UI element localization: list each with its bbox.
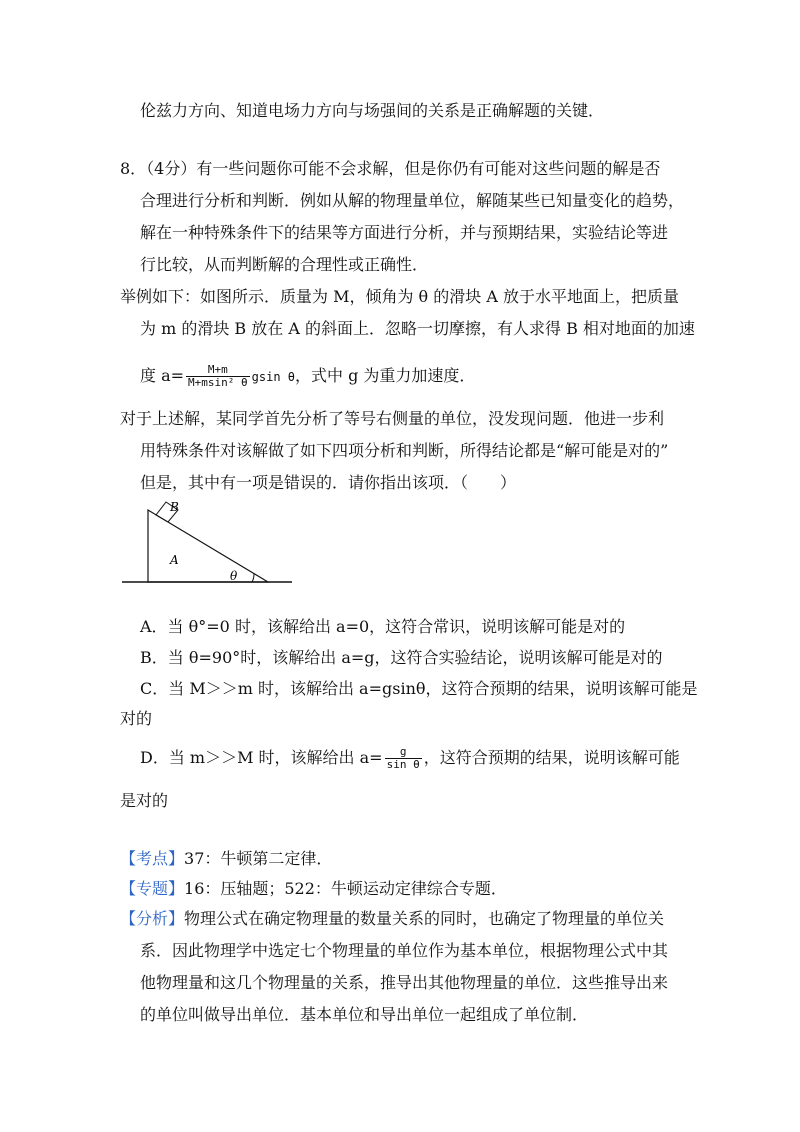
zhuanti-text: 16：压轴题；522：牛顿运动定律综合专题．	[184, 879, 507, 898]
option-d-numerator: g	[385, 746, 422, 759]
option-d	[140, 746, 680, 771]
question-line: 举例如下：如图所示．质量为 M，倾角为 θ 的滑块 A 放于水平地面上，把质量	[120, 287, 680, 306]
zhuanti-tag: 【专题】	[120, 879, 185, 898]
option-b: B．当 θ=90°时，该解给出 a=g，这符合实验结论，说明该解可能是对的	[140, 648, 663, 667]
intro-line: 伦兹力方向、知道电场力方向与场强间的关系是正确解题的关键．	[140, 101, 605, 120]
option-d-suffix: ，这符合预期的结果，说明该解可能	[423, 748, 680, 767]
fenxi-line: 的单位叫做导出单位．基本单位和导出单位一起组成了单位制．	[140, 1005, 589, 1024]
question-line: 但是，其中有一项是错误的．请你指出该项．（ ）	[140, 473, 517, 492]
option-d-continued: 是对的	[120, 791, 169, 810]
question-line: 行比较，从而判断解的合理性或正确性．	[140, 255, 429, 274]
question-line: 用特殊条件对该解做了如下四项分析和判断，所得结论都是“解可能是对的”	[140, 441, 669, 460]
fenxi-text: 物理公式在确定物理量的数量关系的同时，也确定了物理量的单位关	[184, 909, 665, 928]
label-theta: θ	[230, 569, 238, 583]
question-line: 为 m 的滑块 B 放在 A 的斜面上．忽略一切摩擦，有人求得 B 相对地面的加速	[140, 319, 695, 338]
zhuanti-line	[120, 878, 507, 900]
option-c: C．当 M＞＞m 时，该解给出 a=gsinθ，这符合预期的结果，说明该解可能是	[140, 679, 698, 698]
formula-tail: ，式中 g 为重力加速度．	[295, 366, 476, 385]
formula-prefix: 度 a=	[140, 366, 185, 385]
option-a: A．当 θ°=0 时，该解给出 a=0，这符合常识，说明该解可能是对的	[140, 617, 626, 636]
formula-denominator: M+msin² θ	[188, 376, 248, 389]
label-b: B	[170, 500, 179, 514]
kaodian-line	[120, 848, 332, 870]
incline-figure	[118, 498, 298, 590]
question-line: 合理进行分析和判断．例如从解的物理量单位，解随某些已知量变化的趋势，	[140, 191, 685, 210]
question-line: 对于上述解，某同学首先分析了等号右侧量的单位，没发现问题．他进一步利	[120, 409, 665, 428]
angle-arc	[252, 574, 254, 582]
formula-suffix: gsin θ	[251, 370, 296, 384]
option-d-prefix: D．当 m＞＞M 时，该解给出 a=	[140, 748, 383, 767]
label-a: A	[170, 553, 179, 567]
question-line: 8．（4分）有一些问题你可能不会求解，但是你仍有可能对这些问题的解是否	[120, 159, 661, 178]
fenxi-line	[120, 908, 664, 930]
formula-fraction	[186, 364, 250, 389]
option-c-continued: 对的	[120, 709, 153, 728]
kaodian-text: 37：牛顿第二定律．	[184, 849, 333, 868]
formula-numerator: M+m	[186, 364, 250, 377]
question-line: 解在一种特殊条件下的结果等方面进行分析，并与预期结果，实验结论等进	[140, 223, 669, 242]
option-d-denominator: sin θ	[386, 758, 420, 771]
formula-line	[140, 364, 475, 389]
kaodian-tag: 【考点】	[120, 849, 185, 868]
option-d-fraction	[385, 746, 422, 771]
fenxi-tag: 【分析】	[120, 909, 185, 928]
fenxi-line: 系．因此物理学中选定七个物理量的单位作为基本单位，根据物理公式中其	[140, 941, 669, 960]
fenxi-line: 他物理量和这几个物理量的关系，推导出其他物理量的单位．这些推导出来	[140, 973, 669, 992]
